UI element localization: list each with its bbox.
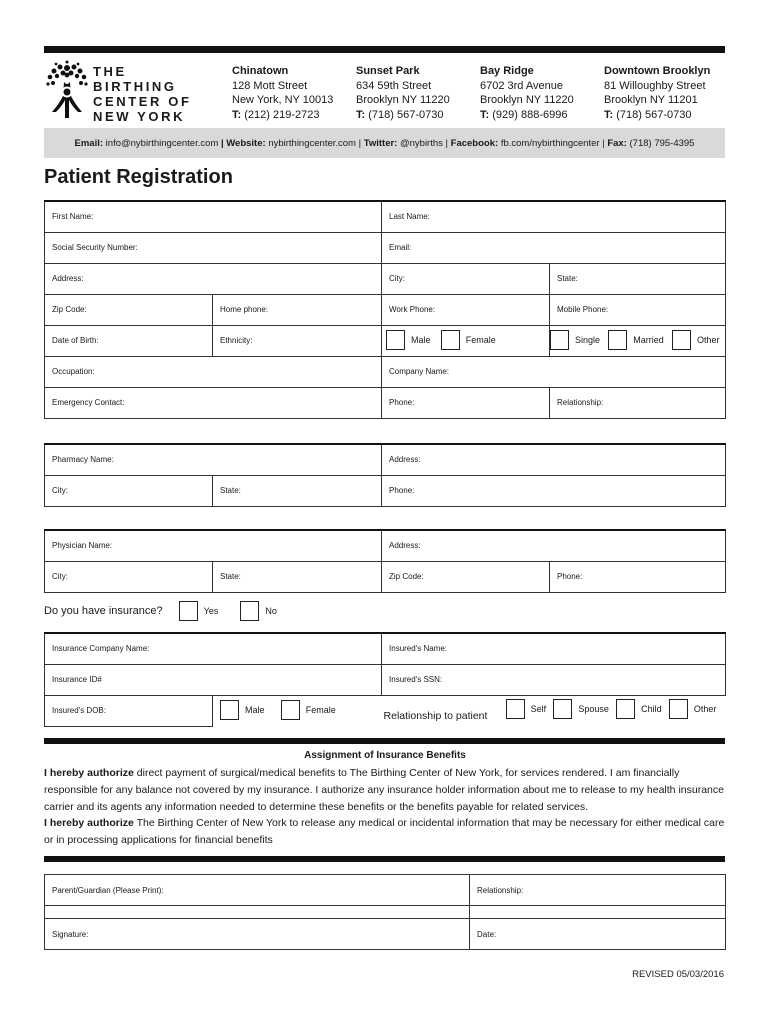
insurance-question <box>44 601 285 621</box>
location-city: Brooklyn NY 11201 <box>604 94 698 106</box>
zip-field[interactable]: Zip Code: <box>45 294 213 325</box>
location-chinatown <box>232 64 333 122</box>
email-field[interactable]: Email: <box>382 232 726 263</box>
assignment-paragraph-1: direct payment of surgical/medical benefits to The Birthing Center of New York, for services rendered. I am financially responsible for any balance not covered by my insurance. I authorize any insurance holder information about me to release to my health insurance carrier and its agents any information needed to determine these benefits or the benefits payable for related services. <box>44 767 724 813</box>
page-title: Patient Registration <box>44 166 233 188</box>
physician-address-field[interactable]: Address: <box>382 530 726 561</box>
separator: | <box>445 137 449 149</box>
insured-dob-field[interactable]: Insured's DOB: <box>45 695 213 726</box>
facebook-label: Facebook: <box>450 137 499 149</box>
spouse-checkbox[interactable]: Spouse <box>553 699 609 719</box>
patient-info-section <box>44 200 726 419</box>
insurance-no-checkbox[interactable]: No <box>240 601 277 621</box>
twitter-label: Twitter: <box>363 137 398 149</box>
other-relationship-checkbox[interactable]: Other <box>669 699 717 719</box>
location-phone: T: (929) 888-6996 <box>480 108 568 121</box>
authorize-bold: I hereby authorize <box>44 817 134 830</box>
insured-sex-options <box>213 695 382 726</box>
insured-ssn-field[interactable]: Insured's SSN: <box>382 664 726 695</box>
city-field[interactable]: City: <box>382 263 550 294</box>
contact-bar <box>44 128 725 158</box>
pharmacy-state-field[interactable]: State: <box>213 475 382 506</box>
company-field[interactable]: Company Name: <box>382 356 726 387</box>
signature-section <box>44 874 726 950</box>
relationship-label: Relationship to patient <box>383 710 488 723</box>
twitter-value[interactable]: @nybirths <box>399 137 443 149</box>
mobile-phone-field[interactable]: Mobile Phone: <box>550 294 726 325</box>
address-field[interactable]: Address: <box>45 263 382 294</box>
signature-field[interactable]: Signature: <box>45 919 470 950</box>
logo-line: BIRTHING <box>93 79 177 94</box>
insured-male-checkbox[interactable]: Male <box>220 700 265 720</box>
insurance-company-field[interactable]: Insurance Company Name: <box>45 633 382 664</box>
state-field[interactable]: State: <box>550 263 726 294</box>
physician-section <box>44 529 726 593</box>
location-phone: T: (718) 567-0730 <box>356 108 444 121</box>
logo-line: CENTER OF <box>93 94 192 109</box>
assignment-body <box>44 765 725 849</box>
location-name: Downtown Brooklyn <box>604 65 711 77</box>
physician-state-field[interactable]: State: <box>213 561 382 592</box>
fax-label: Fax: <box>607 137 627 149</box>
work-phone-field[interactable]: Work Phone: <box>382 294 550 325</box>
assignment-paragraph-2: The Birthing Center of New York to release any medical or incidental information that may be necessary for either medical care or in processing applications for financial benefits <box>44 817 725 847</box>
location-downtown-brooklyn <box>604 64 710 122</box>
male-checkbox[interactable]: Male <box>386 330 431 350</box>
location-city: Brooklyn NY 11220 <box>356 94 450 106</box>
child-checkbox[interactable]: Child <box>616 699 662 719</box>
website-value[interactable]: nybirthingcenter.com <box>268 137 356 149</box>
fax-value: (718) 795-4395 <box>629 137 695 149</box>
married-checkbox[interactable]: Married <box>608 330 664 350</box>
insured-name-field[interactable]: Insured's Name: <box>382 633 726 664</box>
facebook-value[interactable]: fb.com/nybirthingcenter <box>500 137 600 149</box>
emergency-relationship-field[interactable]: Relationship: <box>550 387 726 418</box>
first-name-field[interactable]: First Name: <box>45 201 382 232</box>
logo-line: NEW YORK <box>93 109 194 143</box>
signature-top-rule <box>44 856 725 862</box>
location-street: 128 Mott Street <box>232 79 308 92</box>
tree-logo-icon <box>44 60 90 122</box>
occupation-field[interactable]: Occupation: <box>45 356 382 387</box>
pharmacy-name-field[interactable]: Pharmacy Name: <box>45 444 382 475</box>
location-name: Bay Ridge <box>480 65 534 77</box>
email-value[interactable]: info@nybirthingcenter.com <box>105 137 219 149</box>
separator: | <box>220 137 224 149</box>
date-field[interactable]: Date: <box>470 919 726 950</box>
parent-guardian-field[interactable]: Parent/Guardian (Please Print): <box>45 875 470 906</box>
location-street: 81 Willoughby Street <box>604 79 706 92</box>
pharmacy-section <box>44 443 726 507</box>
location-bay-ridge <box>480 64 574 122</box>
other-checkbox[interactable]: Other <box>672 330 720 350</box>
pharmacy-city-field[interactable]: City: <box>45 475 213 506</box>
header-top-rule <box>44 46 725 53</box>
self-checkbox[interactable]: Self <box>506 699 547 719</box>
location-city: New York, NY 10013 <box>232 94 334 106</box>
last-name-field[interactable]: Last Name: <box>382 201 726 232</box>
location-phone: T: (718) 567-0730 <box>604 108 692 121</box>
single-checkbox[interactable]: Single <box>550 330 600 350</box>
insurance-section <box>44 632 726 727</box>
dob-field[interactable]: Date of Birth: <box>45 325 213 356</box>
female-checkbox[interactable]: Female <box>441 330 496 350</box>
ethnicity-field[interactable]: Ethnicity: <box>213 325 382 356</box>
pharmacy-address-field[interactable]: Address: <box>382 444 726 475</box>
email-label: Email: <box>74 137 104 149</box>
emergency-phone-field[interactable]: Phone: <box>382 387 550 418</box>
emergency-contact-field[interactable]: Emergency Contact: <box>45 387 382 418</box>
separator: | <box>358 137 362 149</box>
revision-date: REVISED 05/03/2016 <box>632 969 724 980</box>
insurance-yes-checkbox[interactable]: Yes <box>179 601 219 621</box>
physician-city-field[interactable]: City: <box>45 561 213 592</box>
website-label: Website: <box>226 137 266 149</box>
pharmacy-phone-field[interactable]: Phone: <box>382 475 726 506</box>
logo-line: THE <box>93 64 127 79</box>
insurance-question-label: Do you have insurance? <box>44 605 163 617</box>
physician-zip-field[interactable]: Zip Code: <box>382 561 550 592</box>
ssn-field[interactable]: Social Security Number: <box>45 232 382 263</box>
authorize-bold: I hereby authorize <box>44 767 134 779</box>
birthing-center-logo <box>44 60 194 122</box>
location-name: Chinatown <box>232 65 289 77</box>
marital-options <box>550 325 726 356</box>
assignment-top-rule <box>44 738 725 744</box>
location-sunset-park <box>356 64 450 122</box>
sex-options <box>382 325 550 356</box>
relationship-options <box>382 695 726 726</box>
insurance-id-field[interactable]: Insurance ID# <box>45 664 382 695</box>
home-phone-field[interactable]: Home phone: <box>213 294 382 325</box>
physician-name-field[interactable]: Physician Name: <box>45 530 382 561</box>
location-street: 6702 3rd Avenue <box>480 79 563 92</box>
location-city: Brooklyn NY 11220 <box>480 94 574 106</box>
physician-phone-field[interactable]: Phone: <box>550 561 726 592</box>
location-street: 634 59th Street <box>356 79 432 92</box>
location-name: Sunset Park <box>356 65 420 77</box>
insured-female-checkbox[interactable]: Female <box>281 700 336 720</box>
parent-relationship-field[interactable]: Relationship: <box>470 875 726 906</box>
assignment-title: Assignment of Insurance Benefits <box>304 750 466 761</box>
location-phone: T: (212) 219-2723 <box>232 108 320 121</box>
separator: | <box>602 137 605 149</box>
